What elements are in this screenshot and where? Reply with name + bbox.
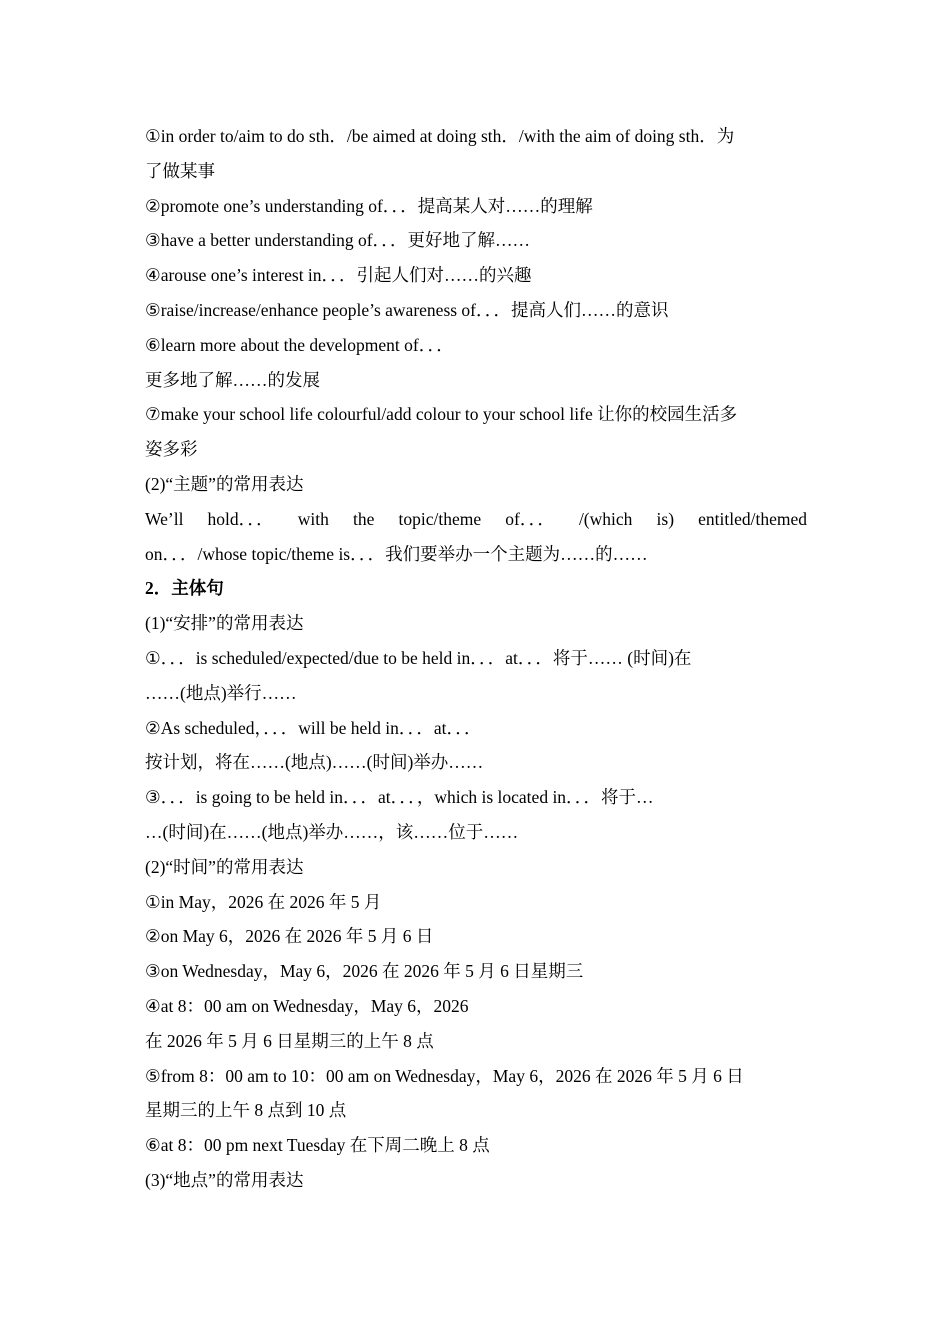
text-line: ⑥learn more about the development of．．． xyxy=(145,334,454,355)
text-line: ⑦make your school life colourful/add colour to your school life 让你的校园生活多 xyxy=(145,404,738,425)
text-line: ①．．．is scheduled/expected/due to be held in．．．at．．．将于…… (时间)在 xyxy=(145,647,692,668)
text-line: ①in order to/aim to do sth．/be aimed at doing sth．/with the aim of doing sth．为 xyxy=(145,126,735,146)
section-heading: (2)“时间”的常用表达 xyxy=(145,856,304,877)
text-line: ②As scheduled，．．．will be held in．．．at．．． xyxy=(145,717,482,738)
text-line: ④at 8：00 am on Wednesday，May 6，2026 xyxy=(145,995,469,1016)
text-line: ④arouse one’s interest in．．．引起人们对……的兴趣 xyxy=(145,265,532,286)
text-line: 在 2026 年 5 月 6 日星期三的上午 8 点 xyxy=(145,1030,434,1051)
text-line: 按计划，将在……(地点)……(时间)举办…… xyxy=(145,752,484,773)
text-line-justified xyxy=(145,502,807,537)
text-line: ③have a better understanding of．．．更好地了解…… xyxy=(145,230,531,251)
section-heading: (1)“安排”的常用表达 xyxy=(145,613,304,634)
text-line: ⑤raise/increase/enhance people’s awareness of．．．提高人们……的意识 xyxy=(145,299,669,320)
text-line: ③．．．is going to be held in．．．at．．．，which is located in．．．将于… xyxy=(145,787,654,808)
text-line: …(时间)在……(地点)举办……，该……位于…… xyxy=(145,821,519,842)
word: /(which xyxy=(578,508,633,529)
word: entitled/themed xyxy=(698,508,807,529)
text-line: 更多地了解……的发展 xyxy=(145,369,320,390)
section-heading: (3)“地点”的常用表达 xyxy=(145,1169,304,1190)
word: topic/theme xyxy=(398,508,482,529)
text-line: ③on Wednesday，May 6，2026 在 2026 年 5 月 6 日星期三 xyxy=(145,961,584,982)
text-line: ①in May，2026 在 2026 年 5 月 xyxy=(145,891,382,912)
document-body xyxy=(145,119,807,1198)
text-line: ②on May 6，2026 在 2026 年 5 月 6 日 xyxy=(145,926,434,947)
section-heading: (2)“主题”的常用表达 xyxy=(145,473,304,494)
text-line: ⑥at 8：00 pm next Tuesday 在下周二晚上 8 点 xyxy=(145,1135,490,1156)
text-line: ……(地点)举行…… xyxy=(145,682,297,703)
text-line: ⑤from 8：00 am to 10：00 am on Wednesday，May 6，2026 在 2026 年 5 月 6 日 xyxy=(145,1065,744,1086)
text-line: 了做某事 xyxy=(145,160,215,181)
word: with xyxy=(297,508,329,529)
word: is) xyxy=(656,508,675,529)
word: of．．． xyxy=(505,508,555,529)
word: We’ll xyxy=(145,508,184,529)
text-line: 星期三的上午 8 点到 10 点 xyxy=(145,1100,347,1121)
text-line: ②promote one’s understanding of．．．提高某人对……的理解 xyxy=(145,195,593,216)
word: the xyxy=(353,508,375,529)
section-title: 2．主体句 xyxy=(145,578,224,599)
text-line: on．．．/whose topic/theme is．．．我们要举办一个主题为……的…… xyxy=(145,543,648,564)
text-line: 姿多彩 xyxy=(145,439,198,460)
word: hold．．． xyxy=(207,508,274,529)
